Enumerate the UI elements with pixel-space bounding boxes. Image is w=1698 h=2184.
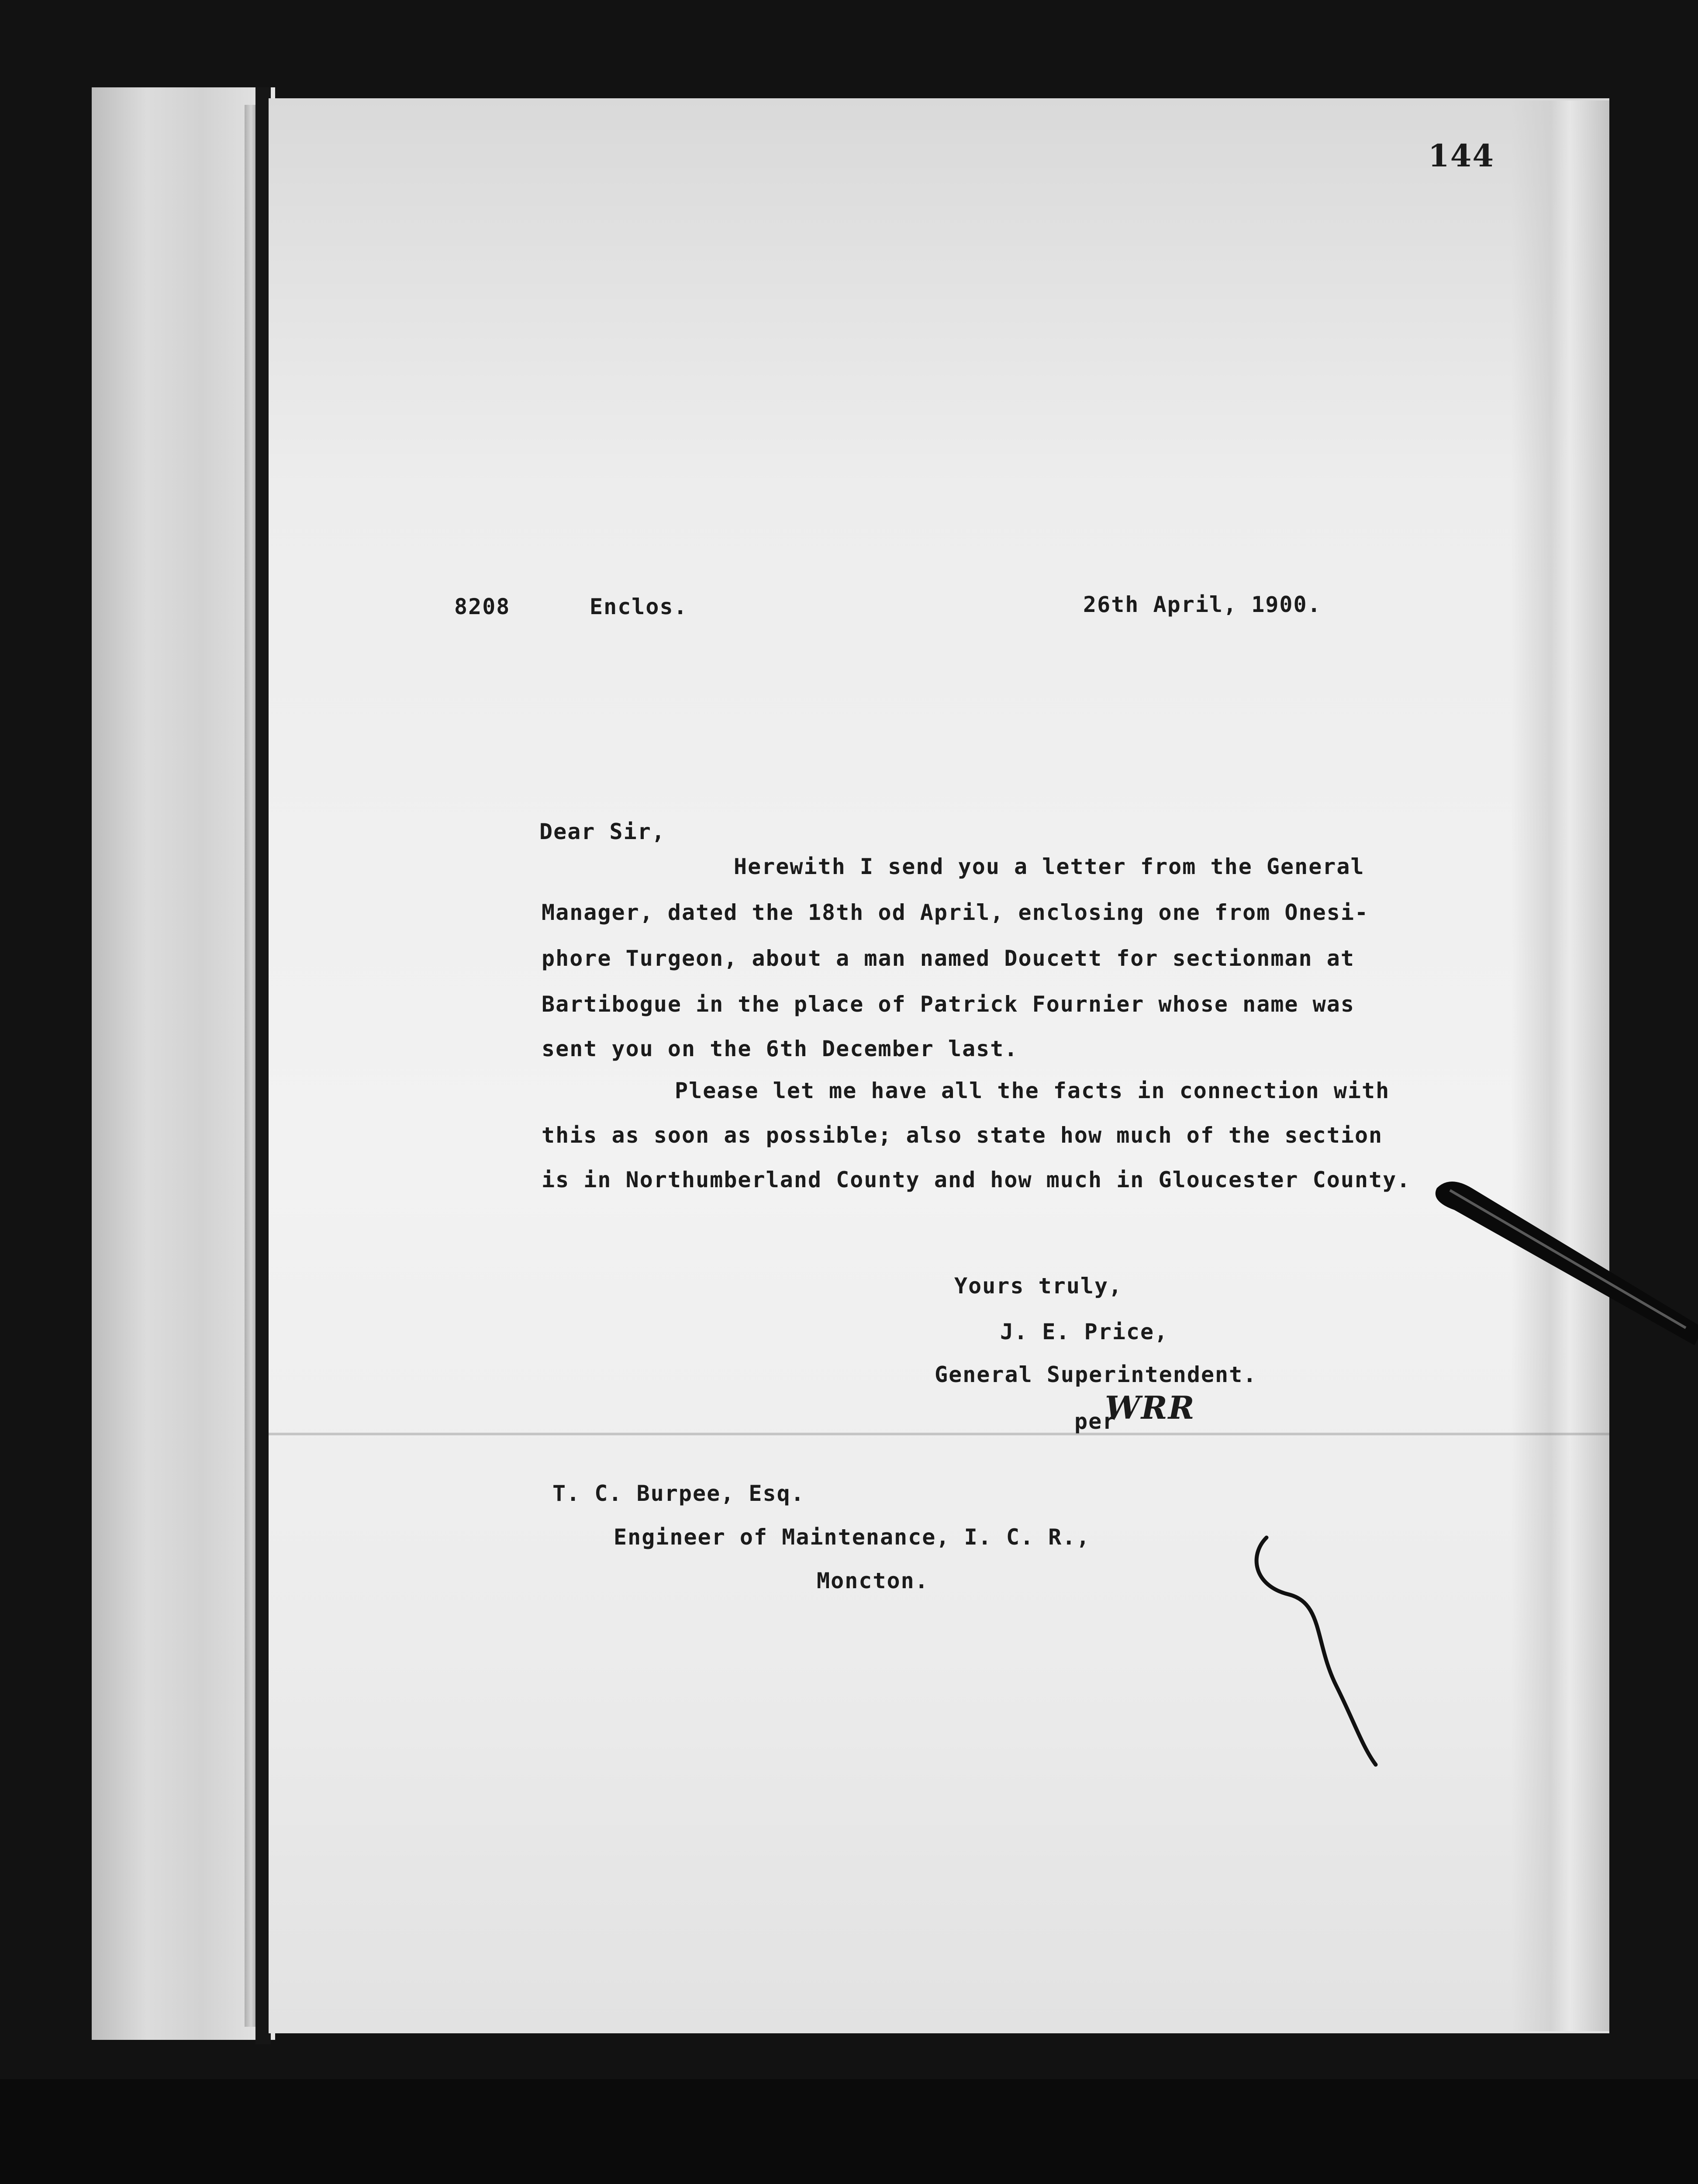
body-line: this as soon as possible; also state how much of the section — [542, 1123, 1383, 1148]
pen-icon — [1424, 1171, 1698, 1354]
body-line: is in Northumberland County and how much in Gloucester County. — [542, 1167, 1411, 1192]
signer-name: J. E. Price, — [1000, 1319, 1169, 1344]
pen-stroke-mark — [1249, 1529, 1389, 1773]
page-right-edge — [1511, 100, 1609, 2031]
body-line: Bartibogue in the place of Patrick Fournier whose name was — [542, 992, 1355, 1017]
letter-page — [269, 98, 1609, 2033]
body-line: Herewith I send you a letter from the General — [734, 854, 1365, 879]
body-line: Please let me have all the facts in connection with — [675, 1078, 1390, 1103]
body-line: sent you on the 6th December last. — [542, 1036, 1018, 1061]
reference-number: 8208 — [454, 594, 511, 619]
page-fold-line — [269, 1433, 1609, 1435]
recipient-title: Engineer of Maintenance, I. C. R., — [614, 1524, 1091, 1550]
page-number: 144 — [1428, 138, 1495, 174]
body-line: phore Turgeon, about a man named Doucett for sectionman at — [542, 946, 1355, 971]
recipient-location: Moncton. — [817, 1568, 929, 1593]
letter-date: 26th April, 1900. — [1083, 592, 1322, 617]
per-label: per — [1074, 1409, 1117, 1434]
handwritten-initials: WRR — [1105, 1389, 1195, 1426]
salutation: Dear Sir, — [539, 819, 666, 844]
closing: Yours truly, — [954, 1273, 1123, 1299]
signer-title: General Superintendent. — [935, 1362, 1257, 1387]
body-line: Manager, dated the 18th od April, enclosing one from Onesi- — [542, 900, 1369, 925]
enclosure-note: Enclos. — [590, 594, 688, 619]
recipient-name: T. C. Burpee, Esq. — [552, 1481, 805, 1506]
